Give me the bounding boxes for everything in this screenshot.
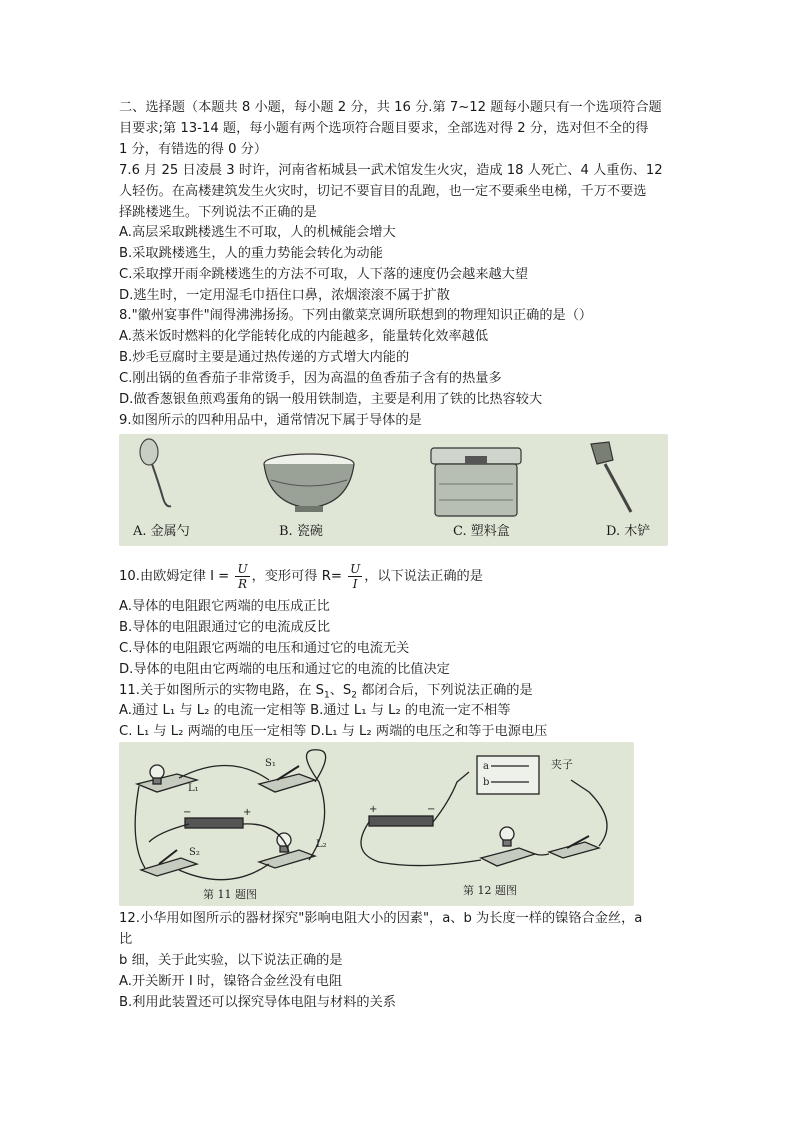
q8-option-d: D.做香葱银鱼煎鸡蛋角的锅一般用铁制造，主要是利用了铁的比热容较大 bbox=[119, 392, 543, 407]
q9-caption-a: A. 金属勺 bbox=[133, 524, 190, 539]
q9-caption-b: B. 瓷碗 bbox=[279, 524, 323, 539]
q7-option-b: B.采取跳楼逃生，人的重力势能会转化为动能 bbox=[119, 246, 383, 261]
q12-option-b: B.利用此装置还可以探究导体电阻与材料的关系 bbox=[119, 995, 396, 1010]
q11-options-ab: A.通过 L₁ 与 L₂ 的电流一定相等 B.通过 L₁ 与 L₂ 的电流一定不相等 bbox=[119, 703, 511, 718]
q10-stem-post: ，以下说法正确的是 bbox=[364, 569, 483, 584]
q9-caption-d: D. 木铲 bbox=[606, 524, 651, 539]
porcelain-bowl-image bbox=[264, 454, 354, 512]
metal-spoon-image bbox=[140, 439, 171, 506]
fig12-circuit bbox=[361, 756, 607, 866]
q8-stem: 8."徽州宴事件"闹得沸沸扬扬。下列由徽菜烹调所联想到的物理知识正确的是（） bbox=[119, 308, 593, 323]
fig11-label-s1: S₁ bbox=[265, 758, 276, 769]
q11-sub2: 2 bbox=[351, 690, 358, 701]
fig12-label-clip: 夹子 bbox=[551, 758, 573, 771]
q7-stem-line2: 人轻伤。在高楼建筑发生火灾时，切记不要盲目的乱跑，也一定不要乘坐电梯，千万不要选 bbox=[119, 184, 647, 199]
fig11-label-l2: L₂ bbox=[316, 839, 327, 850]
q10-frac2-numerator: U bbox=[350, 561, 361, 576]
fig11-plus-sign: + bbox=[243, 807, 252, 818]
q12-stem-line1: 12.小华用如图所示的器材探究"影响电阻大小的因素"，a、b 为长度一样的镍铬合金丝，a bbox=[119, 911, 643, 926]
q10-option-b: B.导体的电阻跟通过它的电流成反比 bbox=[119, 620, 331, 635]
q8-option-a: A.蒸米饭时燃料的化学能转化成的内能越多，能量转化效率越低 bbox=[119, 329, 489, 344]
q10-stem bbox=[119, 560, 483, 594]
wooden-spatula-image bbox=[591, 442, 631, 512]
q7-option-d: D.逃生时，一定用湿毛巾捂住口鼻，浓烟滚滚不属于扩散 bbox=[119, 288, 450, 303]
q9-figure-drawings bbox=[119, 434, 668, 546]
q7-stem-line3: 择跳楼逃生。下列说法不正确的是 bbox=[119, 205, 317, 220]
fig11-minus-sign: − bbox=[183, 807, 192, 818]
q10-option-d: D.导体的电阻由它两端的电压和通过它的电流的比值决定 bbox=[119, 662, 450, 677]
q10-option-a: A.导体的电阻跟它两端的电压成正比 bbox=[119, 599, 330, 614]
q9-stem: 9.如图所示的四种用品中，通常情况下属于导体的是 bbox=[119, 413, 422, 428]
q11-options-cd: C. L₁ 与 L₂ 两端的电压一定相等 D.L₁ 与 L₂ 两端的电压之和等于电源电压 bbox=[119, 724, 548, 739]
q9-caption-c: C. 塑料盒 bbox=[453, 524, 510, 539]
fig12-caption: 第 12 题图 bbox=[463, 884, 517, 897]
q10-option-c: C.导体的电阻跟它两端的电压和通过它的电流无关 bbox=[119, 641, 410, 656]
q11-stem-post: 都闭合后，下列说法正确的是 bbox=[357, 683, 533, 698]
fig11-label-l1: L₁ bbox=[188, 783, 199, 794]
q10-fraction-resistance bbox=[348, 562, 362, 591]
q11-stem-pre: 11.关于如图所示的实物电路，在 S bbox=[119, 683, 324, 698]
circuit-figure-drawings bbox=[119, 742, 634, 906]
q12-stem-line3: b 细，关于此实验，以下说法正确的是 bbox=[119, 953, 343, 968]
fig12-label-b: b bbox=[483, 777, 490, 788]
section-heading: 二、选择题（本题共 8 小题，每小题 2 分，共 16 分.第 7~12 题每小题只有一个选项符合题 bbox=[119, 100, 662, 115]
q11-sub1: 1 bbox=[323, 690, 330, 701]
fig12-minus-sign: − bbox=[427, 804, 436, 815]
plastic-box-image bbox=[431, 448, 521, 516]
section-heading-line3: 1 分，有错选的得 0 分） bbox=[119, 142, 268, 157]
circuit-figure bbox=[119, 742, 634, 906]
fig11-caption: 第 11 题图 bbox=[203, 888, 257, 901]
q10-stem-mid: ，变形可得 R= bbox=[251, 569, 342, 584]
q7-stem-line1: 7.6 月 25 日凌晨 3 时许，河南省柘城县一武术馆发生火灾，造成 18 人死亡、4 人重伤、12 bbox=[119, 163, 663, 178]
q12-stem-line2: 比 bbox=[119, 932, 133, 947]
q10-fraction-ohm bbox=[235, 562, 249, 591]
fig11-label-s2: S₂ bbox=[189, 847, 200, 858]
q10-frac2-denominator: I bbox=[352, 576, 358, 591]
q8-option-b: B.炒毛豆腐时主要是通过热传递的方式增大内能的 bbox=[119, 350, 410, 365]
q12-option-a: A.开关断开 I 时，镍铬合金丝没有电阻 bbox=[119, 974, 343, 989]
fig12-label-a: a bbox=[483, 761, 489, 772]
q10-frac1-denominator: R bbox=[237, 576, 248, 591]
q9-figure bbox=[119, 434, 668, 546]
section-heading-line2: 目要求;第 13-14 题，每小题有两个选项符合题目要求，全部选对得 2 分，选对但不全的得 bbox=[119, 121, 649, 136]
q10-frac1-numerator: U bbox=[237, 561, 248, 576]
q7-option-c: C.采取撑开雨伞跳楼逃生的方法不可取，人下落的速度仍会越来越大望 bbox=[119, 267, 529, 282]
q8-option-c: C.刚出锅的鱼香茄子非常烫手，因为高温的鱼香茄子含有的热量多 bbox=[119, 371, 502, 386]
q11-stem-mid: 、S bbox=[329, 683, 352, 698]
fig11-circuit bbox=[135, 750, 325, 880]
q7-option-a: A.高层采取跳楼逃生不可取，人的机械能会增大 bbox=[119, 225, 396, 240]
q10-stem-pre: 10.由欧姆定律 I = bbox=[119, 569, 230, 584]
fig12-plus-sign: + bbox=[369, 804, 378, 815]
